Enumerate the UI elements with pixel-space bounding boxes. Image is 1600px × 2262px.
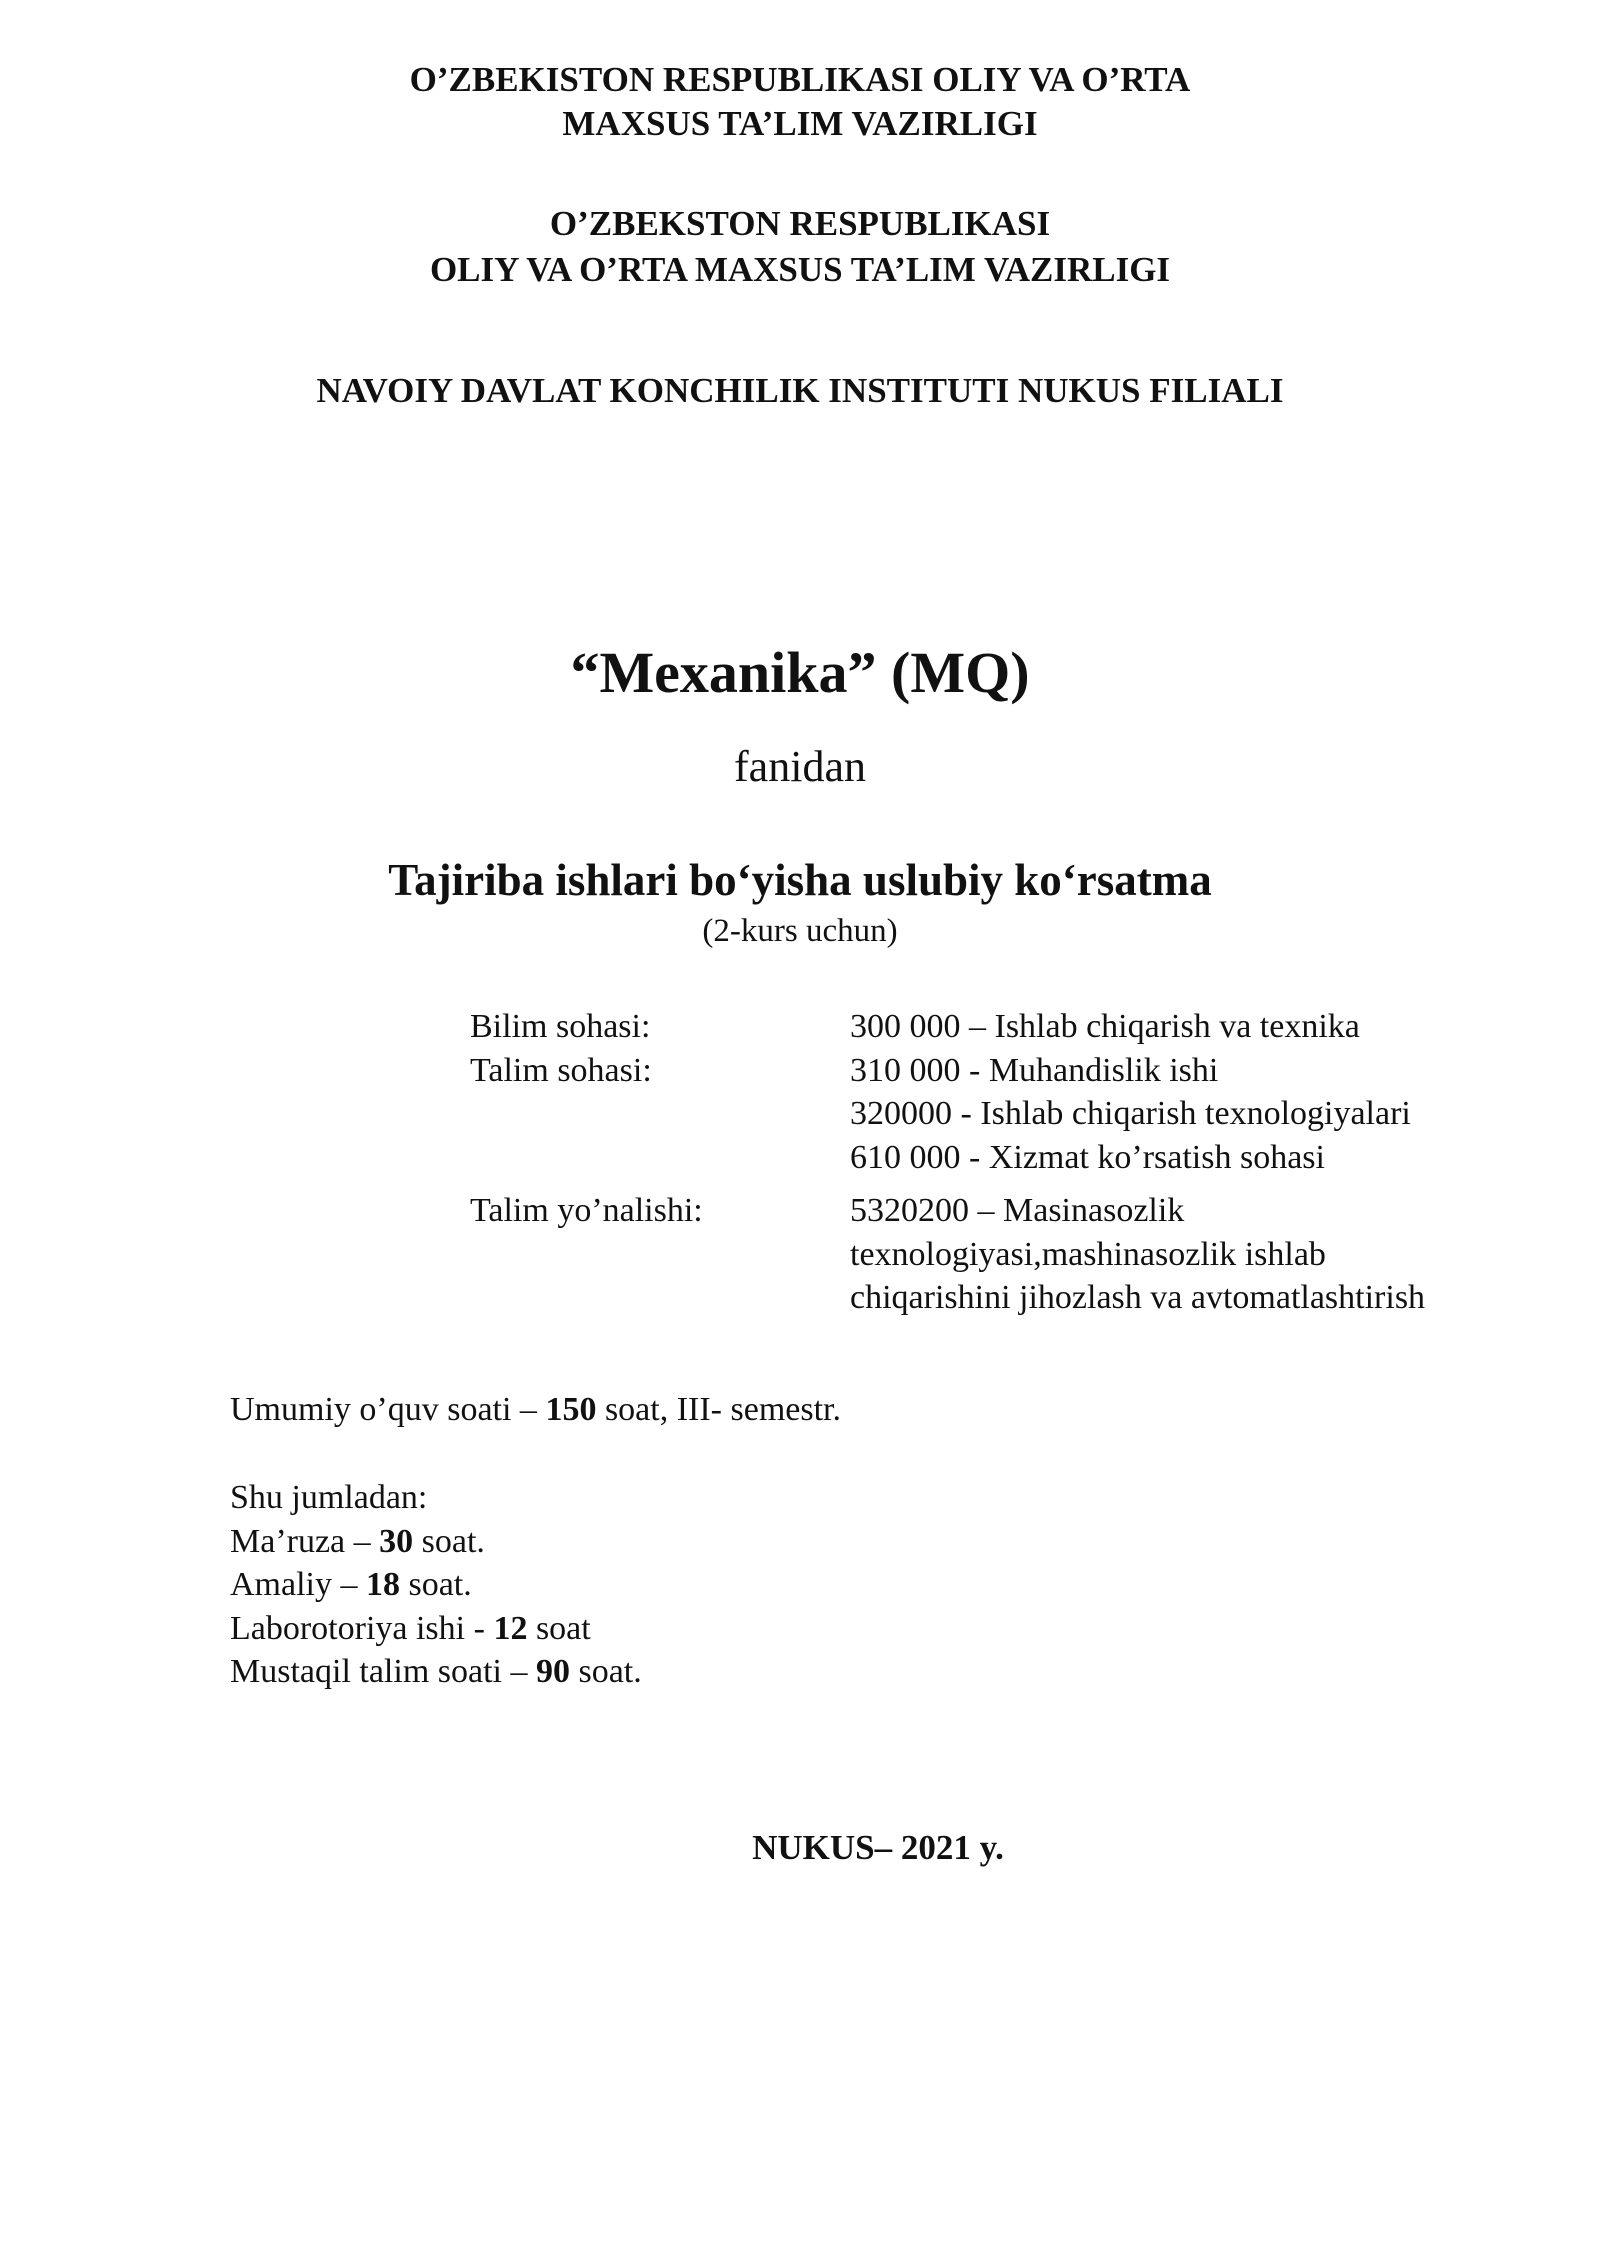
institute-name: NAVOIY DAVLAT KONCHILIK INSTITUTI NUKUS FILIALI <box>316 371 1284 410</box>
fanidan-text: fanidan <box>734 742 866 791</box>
maruza-prefix: Ma’ruza – <box>230 1522 380 1560</box>
bilim-label: Bilim sohasi: <box>470 1008 651 1045</box>
amaliy-prefix: Amaliy – <box>230 1566 366 1603</box>
shu-jumladan: Shu jumladan: <box>230 1479 428 1516</box>
document-subtitle: Tajiriba ishlari bo‘yisha uslubiy ko‘rsatma <box>388 855 1212 905</box>
ministry-line-1: O’ZBEKISTON RESPUBLIKASI OLIY VA O’RTA <box>409 60 1191 99</box>
lab-suffix: soat <box>527 1609 591 1647</box>
talim-value-2: 320000 - Ishlab chiqarish texnologiyalari <box>850 1095 1411 1132</box>
mustaqil-line <box>230 1650 642 1694</box>
talim-label: Talim sohasi: <box>470 1051 652 1089</box>
amaliy-value: 18 <box>365 1566 400 1603</box>
course-note: (2-kurs uchun) <box>702 913 898 949</box>
total-hours-prefix: Umumiy o’quv soati – <box>230 1391 546 1428</box>
total-hours-value: 150 <box>545 1391 597 1428</box>
lab-value: 12 <box>493 1609 528 1647</box>
subject-title: “Mexanika” (MQ) <box>570 640 1030 705</box>
maruza-value: 30 <box>379 1522 414 1560</box>
yonalish-value-1: 5320200 – Masinasozlik <box>850 1192 1185 1229</box>
yonalish-label: Talim yo’nalishi: <box>470 1192 703 1229</box>
amaliy-suffix: soat. <box>399 1566 472 1603</box>
ministry-heading <box>0 58 1600 146</box>
yonalish-value-3: chiqarishini jihozlash va avtomatlashtirish <box>850 1279 1426 1316</box>
place-year: NUKUS– 2021 y. <box>752 1828 1004 1867</box>
talim-value-1: 310 000 - Muhandislik ishi <box>850 1051 1219 1089</box>
maruza-suffix: soat. <box>413 1522 485 1560</box>
mustaqil-value: 90 <box>535 1653 570 1690</box>
amaliy-line <box>230 1563 642 1607</box>
bilim-value: 300 000 – Ishlab chiqarish va texnika <box>850 1008 1360 1045</box>
ministry2-line-1: O’ZBEKSTON RESPUBLIKASI <box>549 204 1051 243</box>
lab-line <box>230 1607 642 1651</box>
maruza-line <box>230 1520 642 1564</box>
lab-prefix: Laborotoriya ishi - <box>230 1609 494 1647</box>
total-hours-suffix: soat, III- semestr. <box>596 1391 841 1428</box>
mustaqil-prefix: Mustaqil talim soati – <box>230 1653 536 1690</box>
ministry-heading-2 <box>0 202 1600 292</box>
mustaqil-suffix: soat. <box>569 1653 642 1690</box>
hours-breakdown <box>230 1476 642 1694</box>
ministry2-line-2: OLIY VA O’RTA MAXSUS TA’LIM VAZIRLIGI <box>429 250 1171 289</box>
yonalish-value-2: texnologiyasi,mashinasozlik ishlab <box>850 1235 1326 1273</box>
total-hours-line <box>230 1388 841 1432</box>
talim-value-3: 610 000 - Xizmat ko’rsatish sohasi <box>850 1138 1325 1176</box>
ministry-line-2: MAXSUS TA’LIM VAZIRLIGI <box>562 104 1038 143</box>
field-info-table <box>0 1005 1600 1335</box>
